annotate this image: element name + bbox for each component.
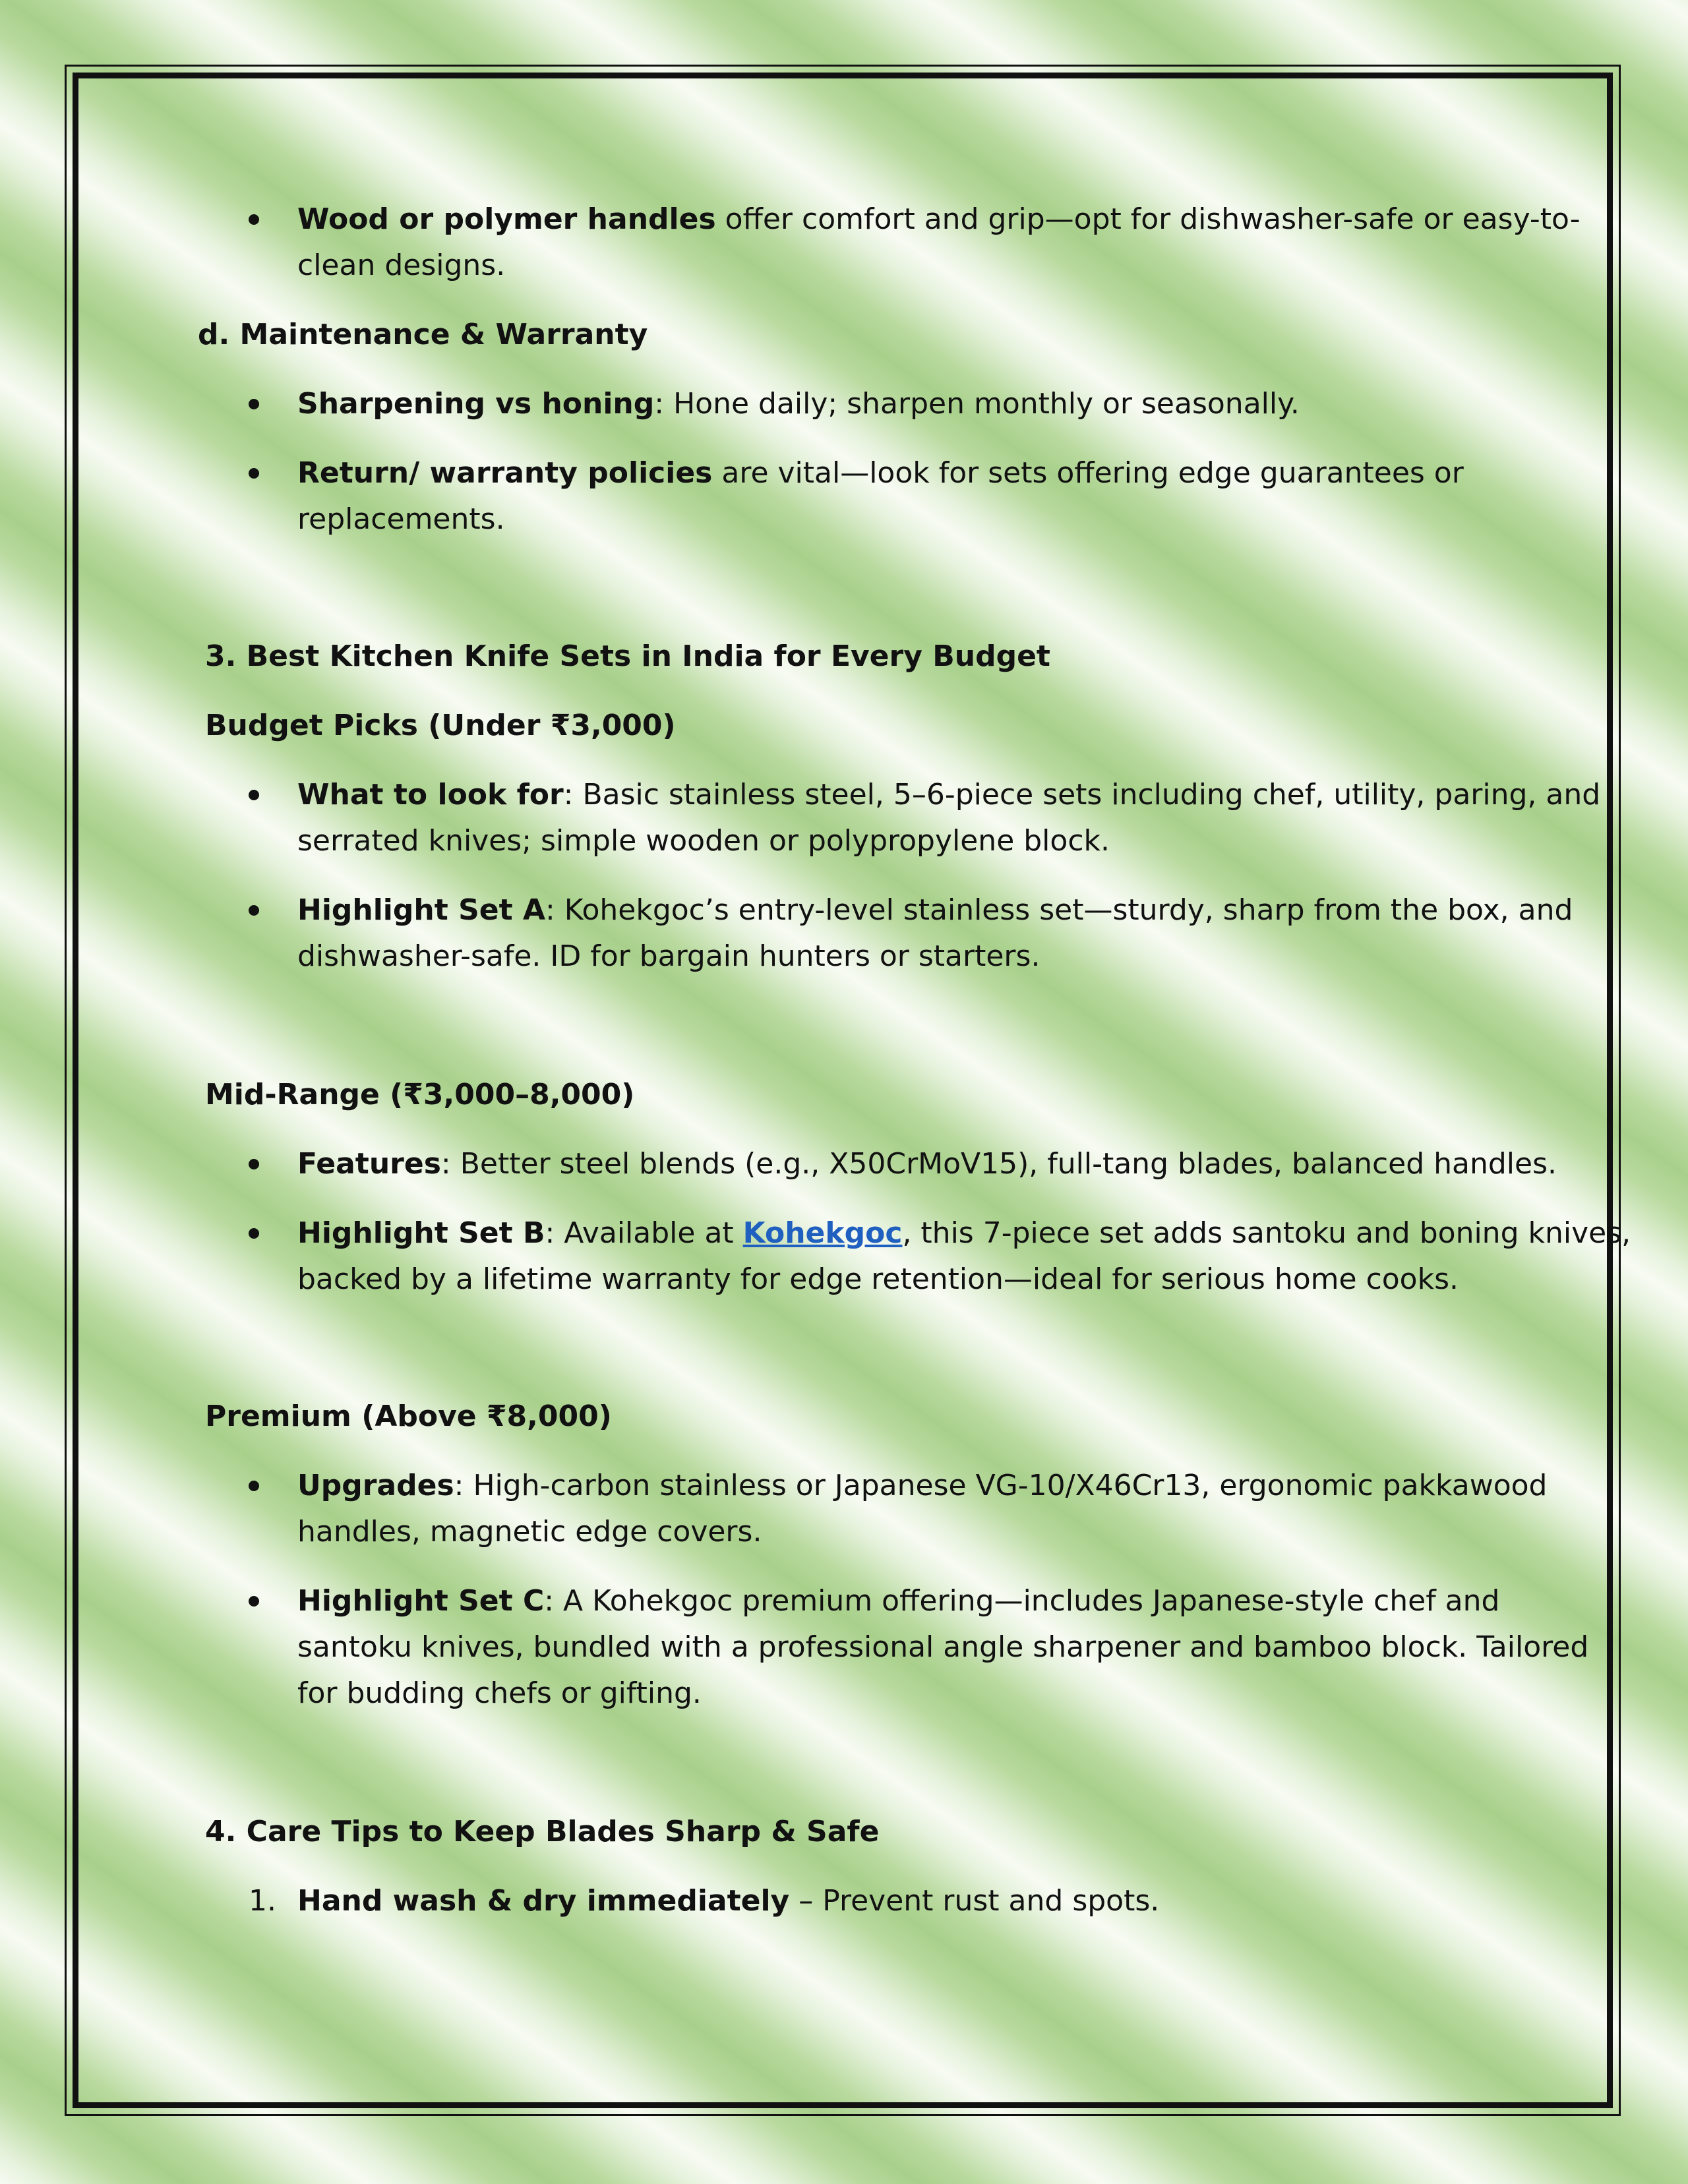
bullet-icon <box>249 214 259 225</box>
bullet-handles-text: offer comfort and grip—opt for dishwasher-safe or easy-to- <box>715 202 1581 236</box>
heading-maintenance: d. Maintenance & Warranty <box>198 318 648 351</box>
bullet-set-c-line1 <box>297 1578 1499 1624</box>
care-list-number: 1. <box>249 1884 276 1918</box>
bullet-what-bold: What to look for <box>297 778 564 812</box>
bullet-handles-line2: clean designs. <box>297 249 506 282</box>
bullet-what-text: : Basic stainless steel, 5–6-piece sets including chef, utility, paring, and <box>563 778 1601 812</box>
kohekgoc-link[interactable]: Kohekgoc <box>742 1216 903 1250</box>
bullet-set-c-bold: Highlight Set C <box>297 1584 545 1618</box>
bullet-set-b-bold: Highlight Set B <box>297 1216 545 1250</box>
bullet-icon <box>249 1481 259 1491</box>
heading-care: 4. Care Tips to Keep Blades Sharp & Safe <box>205 1815 880 1848</box>
bullet-icon <box>249 790 259 800</box>
bullet-return-bold: Return/ warranty policies <box>297 456 713 490</box>
bullet-set-c-line3: for budding chefs or gifting. <box>297 1676 702 1710</box>
bullet-set-a-bold: Highlight Set A <box>297 893 545 927</box>
bullet-icon <box>249 399 259 409</box>
bullet-upgrades-text: : High-carbon stainless or Japanese VG-10/X46Cr13, ergonomic pakkawood <box>454 1469 1548 1502</box>
bullet-sharpening-line1 <box>297 381 1300 427</box>
bullet-what-line2: serrated knives; simple wooden or polypropylene block. <box>297 824 1110 858</box>
bullet-set-b-text-a: : Available at <box>545 1216 743 1250</box>
bullet-icon <box>249 1228 259 1239</box>
bullet-set-a-text: : Kohekgoc’s entry-level stainless set—sturdy, sharp from the box, and <box>545 893 1573 927</box>
bullet-features-bold: Features <box>297 1147 441 1181</box>
bullet-sharpening-bold: Sharpening vs honing <box>297 387 655 421</box>
care-item-bold: Hand wash & dry immediately <box>297 1884 790 1918</box>
bullet-set-c-line2: santoku knives, bundled with a professional angle sharpener and bamboo block. Tailored <box>297 1630 1589 1664</box>
bullet-return-text: are vital—look for sets offering edge guarantees or <box>712 456 1464 490</box>
bullet-set-a-line2: dishwasher-safe. ID for bargain hunters or starters. <box>297 939 1040 973</box>
bullet-set-a-line1 <box>297 887 1573 933</box>
bullet-icon <box>249 1159 259 1169</box>
bullet-handles-bold: Wood or polymer handles <box>297 202 716 236</box>
heading-mid-range: Mid-Range (₹3,000–8,000) <box>205 1078 635 1111</box>
bullet-what-line1 <box>297 772 1600 818</box>
bullet-icon <box>249 468 259 479</box>
bullet-set-b-line1 <box>297 1210 1631 1256</box>
heading-budget: Budget Picks (Under ₹3,000) <box>205 709 676 742</box>
bullet-upgrades-line1 <box>297 1463 1547 1509</box>
care-item-text: – Prevent rust and spots. <box>789 1884 1160 1918</box>
bullet-set-c-text: : A Kohekgoc premium offering—includes Japanese-style chef and <box>544 1584 1500 1618</box>
bullet-upgrades-line2: handles, magnetic edge covers. <box>297 1515 762 1549</box>
bullet-set-b-text-b: , this 7-piece set adds santoku and boning knives, <box>902 1216 1631 1250</box>
bullet-return-line2: replacements. <box>297 502 505 536</box>
bullet-features-line1 <box>297 1141 1557 1187</box>
bullet-icon <box>249 1596 259 1607</box>
bullet-icon <box>249 905 259 916</box>
bullet-upgrades-bold: Upgrades <box>297 1469 454 1502</box>
bullet-set-b-line2: backed by a lifetime warranty for edge retention—ideal for serious home cooks. <box>297 1262 1459 1296</box>
heading-best-sets: 3. Best Kitchen Knife Sets in India for Every Budget <box>205 639 1050 673</box>
bullet-sharpening-text: : Hone daily; sharpen monthly or seasonally. <box>654 387 1300 421</box>
bullet-return-line1 <box>297 450 1464 496</box>
heading-premium: Premium (Above ₹8,000) <box>205 1400 612 1433</box>
bullet-handles-line1 <box>297 196 1581 243</box>
care-list-item <box>297 1878 1159 1924</box>
bullet-features-text: : Better steel blends (e.g., X50CrMoV15), full-tang blades, balanced handles. <box>440 1147 1557 1181</box>
